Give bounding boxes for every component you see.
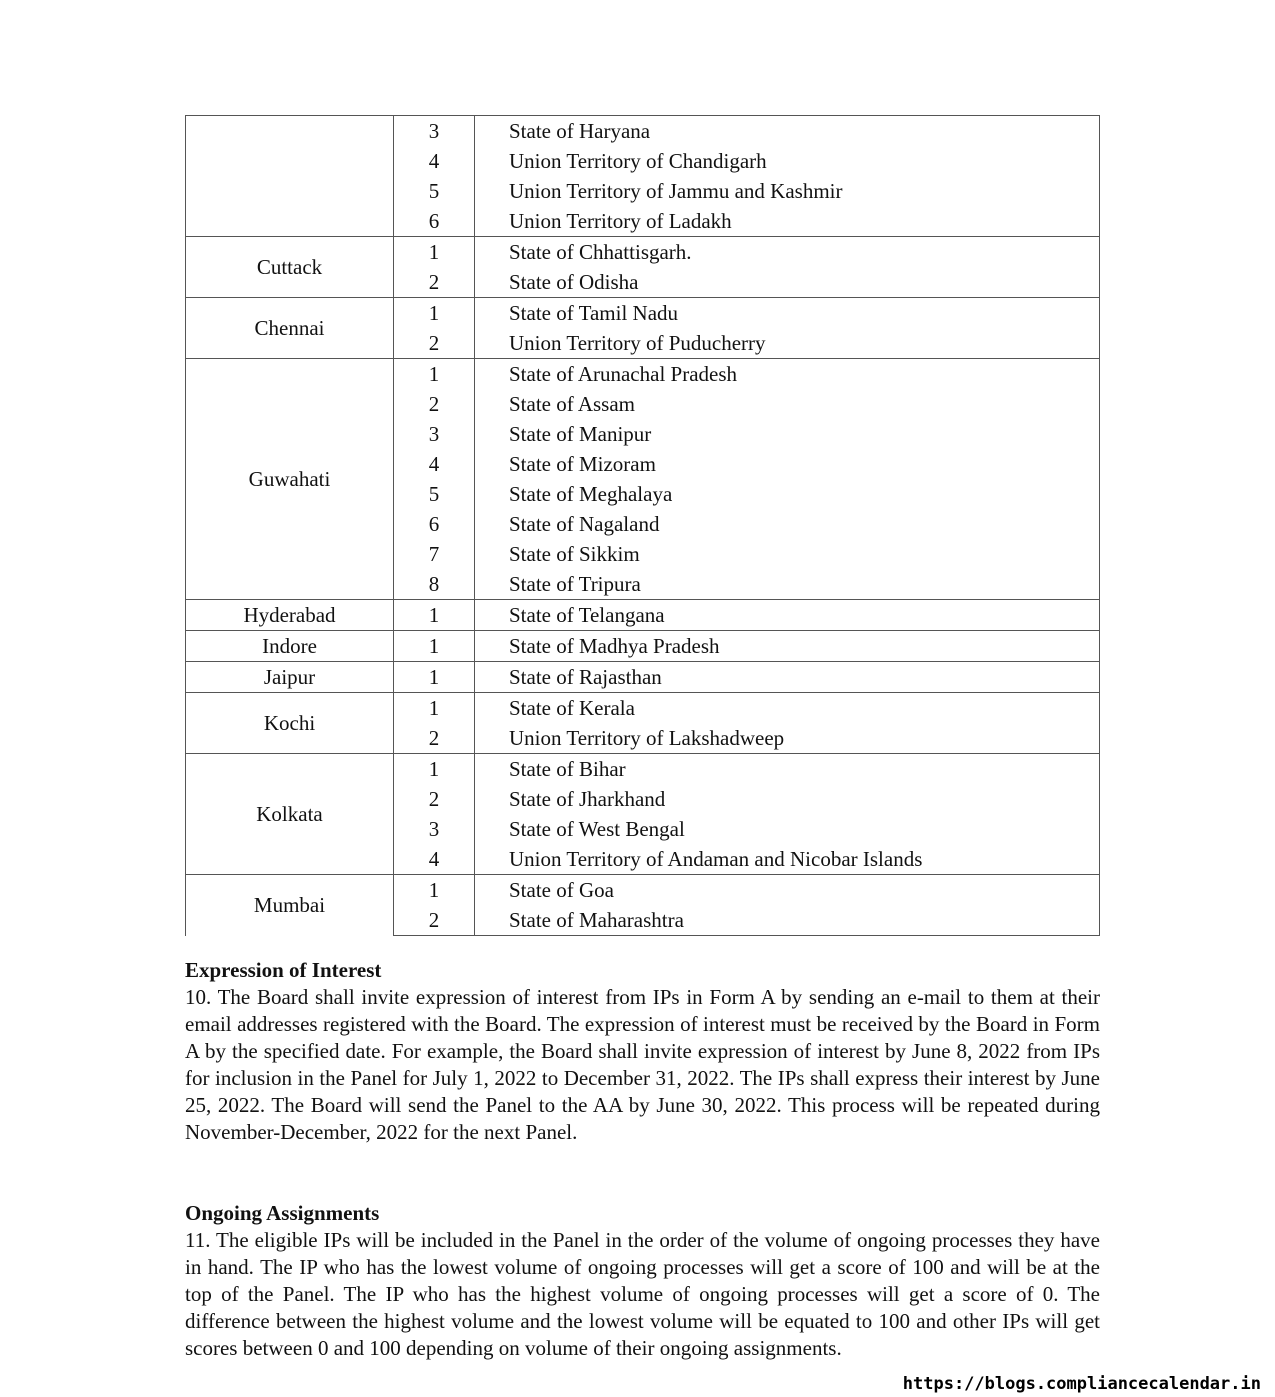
serial-number: 1 bbox=[394, 754, 475, 785]
bench-name: Mumbai bbox=[186, 875, 394, 936]
region-name: State of Goa bbox=[475, 875, 1100, 906]
region-name: State of Madhya Pradesh bbox=[475, 631, 1100, 662]
bench-name bbox=[186, 116, 394, 237]
serial-number: 6 bbox=[394, 509, 475, 539]
serial-number: 5 bbox=[394, 176, 475, 206]
bench-name: Cuttack bbox=[186, 237, 394, 298]
region-name: Union Territory of Ladakh bbox=[475, 206, 1100, 237]
serial-number: 3 bbox=[394, 814, 475, 844]
ongoing-assignments-section bbox=[185, 1200, 1100, 1362]
region-name: State of Assam bbox=[475, 389, 1100, 419]
table-row bbox=[186, 693, 1100, 724]
expression-of-interest-paragraph: 10. The Board shall invite expression of interest from IPs in Form A by sending an e-mail to them at their email addresses registered with the Board. The expression of interest must be received by the Board in Form A by the specified date. For example, the Board shall invite expression of interest by June 8, 2022 from IPs for inclusion in the Panel for July 1, 2022 to December 31, 2022. The IPs shall express their interest by June 25, 2022. The Board will send the Panel to the AA by June 30, 2022. This process will be repeated during November-December, 2022 for the next Panel. bbox=[185, 985, 1100, 1144]
region-name: State of Telangana bbox=[475, 600, 1100, 631]
region-name: State of Mizoram bbox=[475, 449, 1100, 479]
bench-name: Kochi bbox=[186, 693, 394, 754]
serial-number: 1 bbox=[394, 359, 475, 390]
serial-number: 8 bbox=[394, 569, 475, 600]
table-row bbox=[186, 875, 1100, 906]
region-name: Union Territory of Lakshadweep bbox=[475, 723, 1100, 754]
region-name: Union Territory of Chandigarh bbox=[475, 146, 1100, 176]
serial-number: 2 bbox=[394, 267, 475, 298]
region-name: State of Kerala bbox=[475, 693, 1100, 724]
region-name: Union Territory of Jammu and Kashmir bbox=[475, 176, 1100, 206]
serial-number: 1 bbox=[394, 875, 475, 906]
table-row bbox=[186, 754, 1100, 785]
serial-number: 3 bbox=[394, 419, 475, 449]
table-row bbox=[186, 298, 1100, 329]
ongoing-assignments-paragraph: 11. The eligible IPs will be included in the Panel in the order of the volume of ongoing processes they have in hand. The IP who has the lowest volume of ongoing processes will get a score of 100 and will be at the top of the Panel. The IP who has the highest volume of ongoing processes will get a score of 0. The difference between the highest volume and the lowest volume will be equated to 100 and other IPs will get scores between 0 and 100 depending on volume of their ongoing assignments. bbox=[185, 1228, 1100, 1360]
region-name: Union Territory of Andaman and Nicobar Islands bbox=[475, 844, 1100, 875]
serial-number: 5 bbox=[394, 479, 475, 509]
region-name: State of Tamil Nadu bbox=[475, 298, 1100, 329]
bench-name: Chennai bbox=[186, 298, 394, 359]
region-name: State of Meghalaya bbox=[475, 479, 1100, 509]
serial-number: 2 bbox=[394, 905, 475, 936]
region-name: State of Odisha bbox=[475, 267, 1100, 298]
region-name: State of Maharashtra bbox=[475, 905, 1100, 936]
region-name: State of West Bengal bbox=[475, 814, 1100, 844]
table-row bbox=[186, 631, 1100, 662]
region-name: State of Rajasthan bbox=[475, 662, 1100, 693]
table-row bbox=[186, 237, 1100, 268]
region-name: Union Territory of Puducherry bbox=[475, 328, 1100, 359]
serial-number: 4 bbox=[394, 449, 475, 479]
serial-number: 2 bbox=[394, 784, 475, 814]
serial-number: 3 bbox=[394, 116, 475, 147]
region-name: State of Arunachal Pradesh bbox=[475, 359, 1100, 390]
footer-url[interactable]: https://blogs.compliancecalendar.in bbox=[902, 1374, 1261, 1394]
serial-number: 1 bbox=[394, 662, 475, 693]
bench-name: Guwahati bbox=[186, 359, 394, 600]
bench-name: Kolkata bbox=[186, 754, 394, 875]
bench-name: Hyderabad bbox=[186, 600, 394, 631]
expression-of-interest-section bbox=[185, 957, 1100, 1146]
serial-number: 1 bbox=[394, 298, 475, 329]
serial-number: 1 bbox=[394, 631, 475, 662]
ongoing-assignments-heading: Ongoing Assignments bbox=[185, 1201, 380, 1225]
region-name: State of Jharkhand bbox=[475, 784, 1100, 814]
table-row bbox=[186, 359, 1100, 390]
serial-number: 4 bbox=[394, 146, 475, 176]
region-name: State of Haryana bbox=[475, 116, 1100, 147]
region-name: State of Chhattisgarh. bbox=[475, 237, 1100, 268]
serial-number: 2 bbox=[394, 723, 475, 754]
table-row bbox=[186, 662, 1100, 693]
region-name: State of Manipur bbox=[475, 419, 1100, 449]
table-row bbox=[186, 116, 1100, 147]
serial-number: 1 bbox=[394, 693, 475, 724]
serial-number: 6 bbox=[394, 206, 475, 237]
region-name: State of Bihar bbox=[475, 754, 1100, 785]
serial-number: 1 bbox=[394, 237, 475, 268]
bench-name: Indore bbox=[186, 631, 394, 662]
expression-of-interest-heading: Expression of Interest bbox=[185, 958, 382, 982]
serial-number: 7 bbox=[394, 539, 475, 569]
jurisdiction-table bbox=[185, 115, 1100, 936]
region-name: State of Sikkim bbox=[475, 539, 1100, 569]
serial-number: 2 bbox=[394, 328, 475, 359]
table-row bbox=[186, 600, 1100, 631]
serial-number: 4 bbox=[394, 844, 475, 875]
region-name: State of Nagaland bbox=[475, 509, 1100, 539]
serial-number: 2 bbox=[394, 389, 475, 419]
region-name: State of Tripura bbox=[475, 569, 1100, 600]
serial-number: 1 bbox=[394, 600, 475, 631]
bench-name: Jaipur bbox=[186, 662, 394, 693]
